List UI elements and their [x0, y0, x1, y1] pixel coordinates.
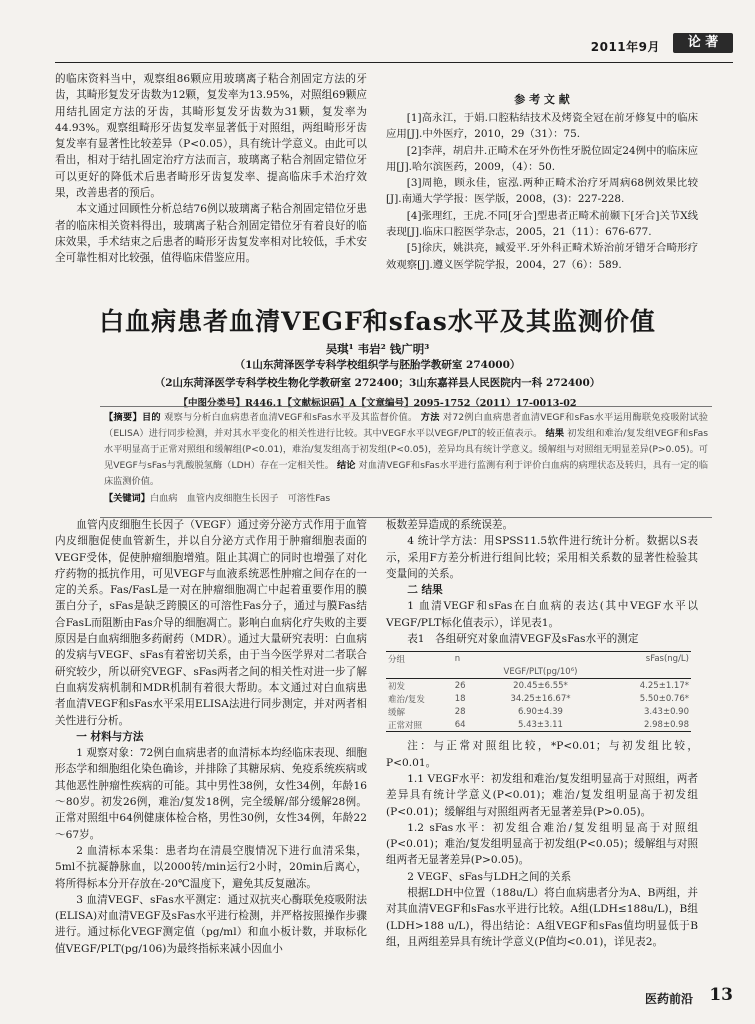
section-tag: 论 著	[673, 33, 733, 53]
table-row	[386, 679, 691, 693]
journal-name: 医药前沿	[644, 992, 693, 1006]
table-row	[386, 705, 691, 718]
body-paragraph: 4 统计学方法：用SPSS11.5软件进行统计分析。数据以S表示，采用F方差分析进行组间比较；采用相关系数的显著性检验其变量间的关系。	[386, 535, 698, 580]
keywords-text: 白血病 血管内皮细胞生长因子 可溶性Fas	[149, 493, 331, 504]
table-cell: 64	[453, 718, 477, 732]
table-cell: 3.43±0.90	[644, 706, 689, 717]
method-label: 方法	[420, 412, 440, 423]
conclusion-label: 结论	[336, 460, 356, 471]
reference-item: [2]李萍，胡启井.正畸术在牙外伤性牙脱位固定24例中的临床应用[J].哈尔滨医药，2009，（4）：50.	[386, 144, 698, 173]
result-label: 结果	[545, 428, 565, 439]
table-cell: 初发	[388, 681, 406, 692]
table-cell: 6.90±4.39	[517, 706, 563, 717]
affiliation-1: （1山东菏泽医学专科学校组织学与胚胎学教研室 274000）	[234, 359, 521, 371]
body-paragraph: 2 血清标本采集：患者均在清晨空腹情况下进行血清采集，5ml不抗凝静脉血，以2000转/min运行2小时，20min后离心，将所得标本分开存放在-20℃温度下，避免其反复融冻。	[55, 844, 367, 890]
reference-item: [3]周艳，顾永佳，宦泓.两种正畸术治疗牙周病68例效果比较[J].南通大学学报：医学版，2008，(3)：227-228.	[386, 177, 698, 206]
abstract-label: 【摘要】	[104, 412, 142, 423]
body-paragraph: 1 血清VEGF和sFas在白血病的表达(其中VEGF水平以VEGF/PLT标化值表示），详见表1。	[386, 600, 698, 629]
keywords-label: 【关键词】	[104, 493, 150, 504]
table-cell: 34.25±16.67*	[510, 693, 571, 704]
table-cell: 缓解	[388, 707, 406, 718]
table-cell: 5.50±0.76*	[639, 693, 689, 704]
body-right-column	[386, 517, 698, 950]
table-cell: 18	[454, 693, 466, 704]
method-text: 对72例白血病患者血清VEGF和sFas水平运用酶联免疫吸附试验（ELISA）进行同步检测，并对其水平变化的相关性进行比较。其中VEGF水平以VEGF/PLT的较正值表示。	[104, 412, 708, 439]
section-heading: 一 材料与方法	[76, 730, 144, 743]
table-cell: 2.98±0.98	[604, 718, 691, 732]
header-rule	[55, 62, 733, 63]
table-cell: 难治/复发	[388, 694, 425, 705]
section-heading: 二 结果	[407, 584, 443, 597]
table-cell: 20.45±6.55*	[513, 680, 568, 691]
table-header-row	[386, 652, 691, 666]
keywords	[104, 490, 708, 504]
references	[386, 87, 698, 273]
objective-label: 目的	[141, 412, 161, 423]
table-row	[386, 718, 691, 732]
references-title: 参 考 文 献	[514, 93, 570, 106]
prev-article-text	[55, 71, 367, 267]
body-left-column	[55, 517, 367, 957]
objective-text: 观察与分析白血病患者血清VEGF和sFas水平及其监督价值。	[164, 412, 418, 423]
prev-paragraph: 本文通过回顾性分析总结76例以玻璃离子粘合剂固定错位牙患者的临床相关资料得出，玻璃离子粘合剂固定错位牙有着良好的临床效果，手术结束之后患者的畸形牙齿复发率相对比较低，手术安全可靠性相对比较强，值得临床借鉴应用。	[55, 203, 367, 265]
result-text: 初发组和难治/复发组VEGF和sFas水平明显高于正常对照组和缓解组(P<0.01)，难治/复发组高于初发组(P<0.05)，差异均具有统计学意义。缓解组与对照组无明显差异(P>0.05)。可见VEGF与sFas与乳酸脱氢酶（LDH）存在一定相关性。	[104, 428, 709, 471]
article-title: 白血病患者血清VEGF和sfas水平及其监测价值	[99, 307, 656, 336]
table-cell: 28	[454, 706, 466, 717]
abstract	[104, 410, 708, 490]
table-note: 注：与正常对照组比较，*P<0.01；与初发组比较，P<0.01。	[386, 740, 698, 769]
page-number: 13	[709, 985, 733, 1005]
body-paragraph: 1.2 sFas水平：初发组合难治/复发组明显高于对照组(P<0.01)；难治/复发组明显高于初发组(P<0.05)；缓解组与对照组两者无显著差异(P>0.05)。	[386, 821, 698, 867]
table-header-row	[386, 665, 691, 679]
reference-item: [1]高永江，于娟.口腔粘结技术及烤瓷全冠在前牙修复中的临床应用[J].中外医疗，2010，29（31）：75.	[386, 112, 698, 141]
results-table	[386, 651, 691, 732]
reference-item: [4]张理红，王虎.不同[牙合]型患者正畸术前颞下[牙合]关节X线表现[J].临床口腔医学杂志，2005，21（11）：676-677.	[386, 209, 698, 239]
table-cell: 26	[454, 680, 466, 691]
table-cell: 正常对照	[386, 718, 453, 732]
affiliation-2: （2山东菏泽医学专科学校生物化学教研室 272400；3山东嘉祥县人民医院内一科 272400）	[154, 377, 601, 389]
classification-line: 【中图分类号】R446.1【文献标识码】A【文章编号】2095-1752（2011）17-0013-02	[178, 398, 577, 409]
body-paragraph: 1.1 VEGF水平：初发组和难治/复发组明显高于对照组，两者差异具有统计学意义(P<0.01)；难治/复发组明显高于初发组(P<0.01)；缓解组与对照组两者无显著差异(P>0.05)。	[386, 772, 698, 818]
authors: 吴琪¹ 韦岩² 钱广明³	[325, 342, 430, 356]
table-cell: 4.25±1.17*	[639, 680, 689, 691]
intro-paragraph: 血管内皮细胞生长因子（VEGF）通过旁分泌方式作用于血管内皮细胞促使血管新生，并以自分泌方式作用于肿瘤细胞表面的VEGF受体，促使肿瘤细胞增殖。阻止其凋亡的同时也增强了对化疗药物的抵抗作用，可见VEGF与血液系统恶性肿瘤之间存在的一定的关系。Fas/FasL是一对在肿瘤细胞凋亡中起着重要作用的膜蛋白分子，sFas是缺乏跨膜区的可溶性Fas分子，通过与膜Fas结合FasL而阻断由Fas介导的细胞凋亡。影响白血病化疗失败的主要原因是白血病细胞多药耐药（MDR）。通过大量研究表明：白血病的发病与VEGF、sFas有着密切关系，由于当今医学界对二者联合研究较少，所以研究VEGF、sFas两者之间的相关性对进一步了解白血病发病机制和MDR机制有着很大帮助。本文通过对白血病患者血清VEGF和sFas水平采用ELISA法进行同步测定，并对两者相关性进行分析。	[55, 519, 367, 727]
body-paragraph: 1 观察对象：72例白血病患者的血清标本均经临床表现、细胞形态学和细胞组化染色确诊，并排除了其糖尿病、免疫系统疾病或其他恶性肿瘤性疾病的可能。其中男性38例，女性34例，年龄16～80岁。初发26例，难治/复发18例，完全缓解/部分缓解28例。正常对照组中64例健康体检合格，男性30例，女性34例，年龄22～67岁。	[55, 747, 367, 841]
table-row	[386, 692, 691, 705]
body-paragraph: 2 VEGF、sFas与LDH之间的关系	[407, 870, 572, 883]
body-paragraph: 根据LDH中位置（188u/L）将白血病患者分为A、B两组，并对其血清VEGF和sFas水平进行比较。A组(LDH≤188u/L)，B组(LDH>188 u/L)，得出结论：A组VEGF和sFas值均明显低于B组，且两组差异具有统计学意义(P值均<0.01)，详见表2。	[386, 887, 698, 948]
prev-paragraph: 的临床资料当中，观察组86颗应用玻璃离子粘合剂固定方法的牙齿，其畸形复发牙齿数为12颗，复发率为13.95%，对照组69颗应用结扎固定方法的牙齿，其畸形复发牙齿数为31颗，复发率为44.93%。观察组畸形牙齿复发率显著低于对照组，两组畸形牙齿复发率有显著性比较差异（P<0.05），具有统计学意义。由此可以看出，相对于结扎固定治疗方法而言，玻璃离子粘合剂固定错位牙可以更好的降低术后患者畸形牙齿复发率、提高临床手术治疗效果，改善患者的预后。	[55, 73, 367, 200]
table-header: 分组	[386, 652, 453, 666]
table-header: VEGF/PLT(pg/10⁶)	[477, 665, 604, 679]
conclusion-text: 对血清VEGF和sFas水平进行监测有利于评价白血病的病理状态及转归，具有一定的临床监测价值。	[104, 460, 709, 487]
table-header: n	[453, 652, 477, 666]
body-paragraph: 板数差异造成的系统误差。	[386, 519, 514, 531]
table-caption: 表1 各组研究对象血清VEGF及sFas水平的测定	[407, 633, 639, 646]
body-paragraph: 3 血清VEGF、sFas水平测定：通过双抗夹心酶联免疫吸附法(ELISA)对血清VEGF及sFas水平进行检测，并严格按照操作步骤进行。通过标化VEGF测定值（pg/ml）和血小板计数，并取标化值VEGF/PLT(pg/106)为最终指标来减小因血小	[55, 893, 367, 955]
reference-item: [5]徐庆，姚洪亮，臧爱平.牙外科正畸术矫治前牙错牙合畸形疗效观察[J].遵义医学院学报，2004，27（6）：589.	[386, 242, 698, 271]
issue-date: 2011年9月	[590, 40, 660, 54]
table-cell: 5.43±3.11	[477, 718, 604, 732]
table-header: sFas(ng/L)	[604, 652, 691, 666]
